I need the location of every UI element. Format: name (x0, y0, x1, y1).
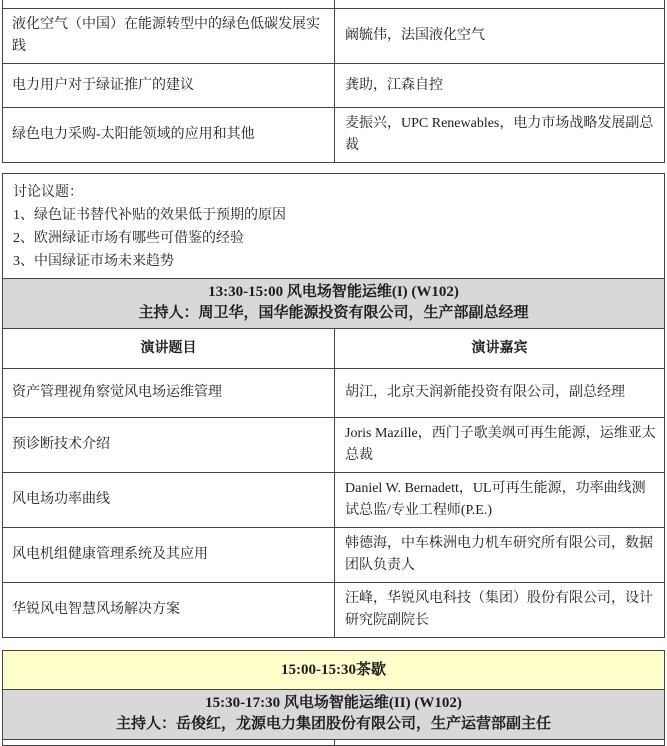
table-row-partial-top (3, 0, 664, 8)
tea-break-band (3, 651, 664, 689)
speaker-cell (335, 64, 664, 107)
speaker-cell (335, 583, 664, 637)
talk-title-cell (3, 418, 335, 472)
table-row (3, 107, 664, 162)
speaker-cell (335, 9, 664, 63)
agenda-table-session1 (2, 173, 665, 638)
talk-title: 电力用户对于绿证推广的建议 (12, 77, 194, 93)
speaker-cell (335, 369, 664, 417)
speaker-info: 麦振兴，UPC Renewables，电力市场战略发展副总裁 (345, 116, 654, 153)
table-row (3, 368, 664, 417)
column-header-title (3, 329, 335, 368)
talk-title-cell (3, 740, 335, 745)
talk-title-cell (3, 473, 335, 527)
table-row (3, 582, 664, 637)
discussion-topics-cell (3, 174, 664, 278)
talk-title: 资产管理视角察觉风电场运维管理 (12, 385, 222, 400)
speaker-cell (335, 418, 664, 472)
session2-moderator: 主持人：岳俊红，龙源电力集团股份有限公司，生产运营部副主任 (115, 716, 551, 732)
talk-title-cell (3, 64, 335, 107)
table-row (3, 8, 664, 63)
column-header-title-label: 演讲题目 (140, 340, 197, 356)
table-spacer (0, 163, 667, 173)
talk-title: 风电机组健康管理系统及其应用 (12, 547, 208, 562)
session2-header-band (3, 689, 664, 739)
speaker-cell (335, 473, 664, 527)
talk-title: 华锐风电智慧风场解决方案 (12, 602, 180, 617)
column-header-speaker-label: 演讲嘉宾 (471, 340, 528, 356)
discussion-item: 2、欧洲绿证市场有哪些可借鉴的经验 (13, 231, 244, 246)
agenda-table-session2 (2, 650, 665, 746)
talk-title: 绿色电力采购-太阳能领域的应用和其他 (12, 127, 255, 142)
talk-title-cell (3, 108, 335, 162)
talk-title: 液化空气（中国）在能源转型中的绿色低碳发展实践 (12, 17, 320, 54)
discussion-heading: 讨论议题： (13, 185, 83, 200)
talk-title-cell (3, 0, 335, 8)
speaker-cell (335, 740, 664, 745)
table-row (3, 472, 664, 527)
column-header-speaker (335, 329, 664, 368)
talk-title-cell (3, 369, 335, 417)
talk-title-cell (3, 9, 335, 63)
speaker-info: 龚助，江森自控 (345, 77, 443, 93)
tea-break-label: 15:00-15:30茶歇 (281, 662, 386, 678)
talk-title-cell (3, 583, 335, 637)
agenda-table-green-certificates (2, 0, 665, 163)
table-row (3, 417, 664, 472)
speaker-info: 韩德海，中车株洲电力机车研究所有限公司，数据团队负责人 (345, 536, 653, 573)
speaker-info: 阚毓伟，法国液化空气 (345, 28, 485, 43)
talk-title: 预诊断技术介绍 (12, 437, 110, 452)
speaker-info: Daniel W. Bernadett，UL可再生能源，功率曲线测试总监/专业工程师(P.E.) (345, 481, 646, 518)
discussion-item: 3、中国绿证市场未来趋势 (13, 254, 174, 269)
speaker-cell (335, 108, 664, 162)
speaker-cell (335, 0, 664, 8)
table-row (3, 527, 664, 582)
speaker-cell (335, 528, 664, 582)
talk-title-cell (3, 528, 335, 582)
table-row-partial-bottom (3, 739, 664, 745)
session1-time-title: 13:30-15:00 风电场智能运维(I) (W102) (208, 284, 459, 300)
discussion-item: 1、绿色证书替代补贴的效果低于预期的原因 (13, 208, 286, 223)
speaker-info: 汪峰，华锐风电科技（集团）股份有限公司，设计研究院副院长 (345, 591, 653, 628)
session1-moderator: 主持人：周卫华，国华能源投资有限公司，生产部副总经理 (138, 305, 529, 321)
speaker-info: 胡江，北京天润新能投资有限公司，副总经理 (345, 385, 625, 400)
table-spacer (0, 638, 667, 650)
session1-header-band (3, 278, 664, 328)
speaker-info: Joris Mazille，西门子歌美飒可再生能源，运维亚太总裁 (345, 426, 656, 463)
session2-time-title: 15:30-17:30 风电场智能运维(II) (W102) (205, 695, 462, 711)
table-row (3, 63, 664, 107)
talk-title: 风电场功率曲线 (12, 492, 110, 507)
column-header-row (3, 328, 664, 368)
